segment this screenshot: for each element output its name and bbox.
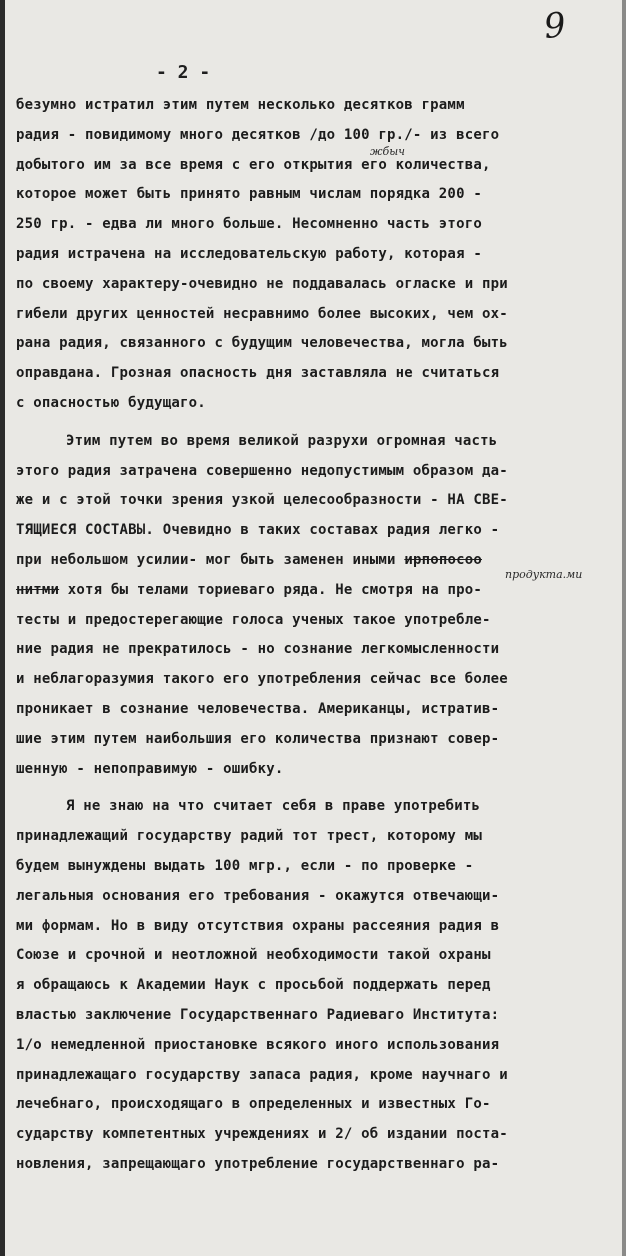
- text-line: шенную - непоправимую - ошибку.: [16, 760, 284, 777]
- text-line: Я не знаю на что считает себя в праве употребить: [66, 798, 481, 815]
- text-line: по своему характеру-очевидно не поддавалась огласке и при: [16, 275, 508, 292]
- text-line: которое может быть принято равным числам порядка 200 -: [16, 186, 482, 203]
- text-line: с опасностью будущаго.: [16, 394, 206, 411]
- scan-edge-right: [622, 0, 626, 1256]
- text-line: 1/о немедленной приостановке всякого иного использования: [16, 1036, 500, 1053]
- struck-text: ирпопосоо: [404, 551, 482, 568]
- text-line: тесты и предостерегающие голоса ученых такое употребле-: [16, 611, 491, 628]
- text-line: проникает в сознание человечества. Американцы, истратив-: [16, 700, 500, 717]
- text-line: новления, запрещающаго употребление государственнаго ра-: [16, 1155, 500, 1172]
- text-line: добытого им за все время с его открытия его количества,: [16, 156, 491, 173]
- text-line: лечебнаго, происходящаго в определенных и известных Го-: [16, 1096, 491, 1113]
- handwritten-folio-number: 9: [541, 4, 568, 48]
- text-line: Союзе и срочной и неотложной необходимости такой охраны: [16, 947, 491, 964]
- text-line: безумно истратил этим путем несколько десятков грамм: [16, 97, 465, 113]
- text-line: ми формам. Но в виду отсутствия охраны рассеяния радия в: [16, 917, 500, 934]
- text-line: оправдана. Грозная опасность дня заставляла не считаться: [16, 365, 500, 382]
- paragraph-gap: [16, 419, 616, 427]
- text-line: принадлежащаго государству запаса радия, кроме научнаго и: [16, 1066, 508, 1083]
- text-line: сударству компетентных учреждениях и 2/ об издании поста-: [16, 1126, 508, 1143]
- text-line: этого радия затрачена совершенно недопустимым образом да-: [16, 462, 508, 479]
- text-line: легальныя основания его требования - окажутся отвечающи-: [16, 887, 500, 904]
- text-line: Этим путем во время великой разрухи огромная часть: [66, 432, 498, 449]
- text-line: рана радия, связанного с будущим человечества, могла быть: [16, 335, 508, 352]
- text-line: гибели других ценностей несравнимо более высоких, чем ох-: [16, 305, 508, 322]
- text-line: будем вынуждены выдать 100 мгр., если - по проверке -: [16, 857, 474, 874]
- text-line: 250 гр. - едва ли много больше. Несомненно часть этого: [16, 216, 482, 233]
- scan-edge-left: [0, 0, 5, 1256]
- text-line: шие этим путем наибольшия его количества признают совер-: [16, 730, 500, 747]
- text-line: ние радия не прекратилось - но сознание легкомысленности: [16, 641, 500, 658]
- text-line: [16, 546, 616, 576]
- text-fragment: при небольшом усилии- мог быть заменен иными: [16, 551, 396, 568]
- text-line: [16, 576, 616, 606]
- text-line: ТЯЩИЕСЯ СОСТАВЫ. Очевидно в таких составах радия легко -: [16, 522, 500, 539]
- text-fragment: хотя бы телами ториеваго ряда. Не смотря на про-: [67, 581, 482, 598]
- text-line: властью заключение Государственнаго Радиеваго Института:: [16, 1006, 500, 1023]
- document-body: [16, 91, 616, 1180]
- paragraph-gap: [16, 784, 616, 792]
- handwritten-insertion: жбыч: [370, 145, 406, 158]
- text-line: и неблагоразумия такого его употребления сейчас все более: [16, 671, 508, 688]
- text-line: радия - повидимому много десятков /до 100 гр./- из всего: [16, 126, 500, 143]
- text-line: я обращаюсь к Академии Наук с просьбой поддержать перед: [16, 977, 491, 994]
- struck-text: нитми: [16, 581, 60, 598]
- text-line: же и с этой точки зрения узкой целесообразности - НА СВЕ-: [16, 492, 508, 509]
- handwritten-insertion: продукта.ми: [505, 568, 583, 581]
- page-number: - 2 -: [156, 62, 211, 83]
- text-line: принадлежащий государству радий тот трест, которому мы: [16, 828, 482, 845]
- text-line: радия истрачена на исследовательскую работу, которая -: [16, 245, 482, 262]
